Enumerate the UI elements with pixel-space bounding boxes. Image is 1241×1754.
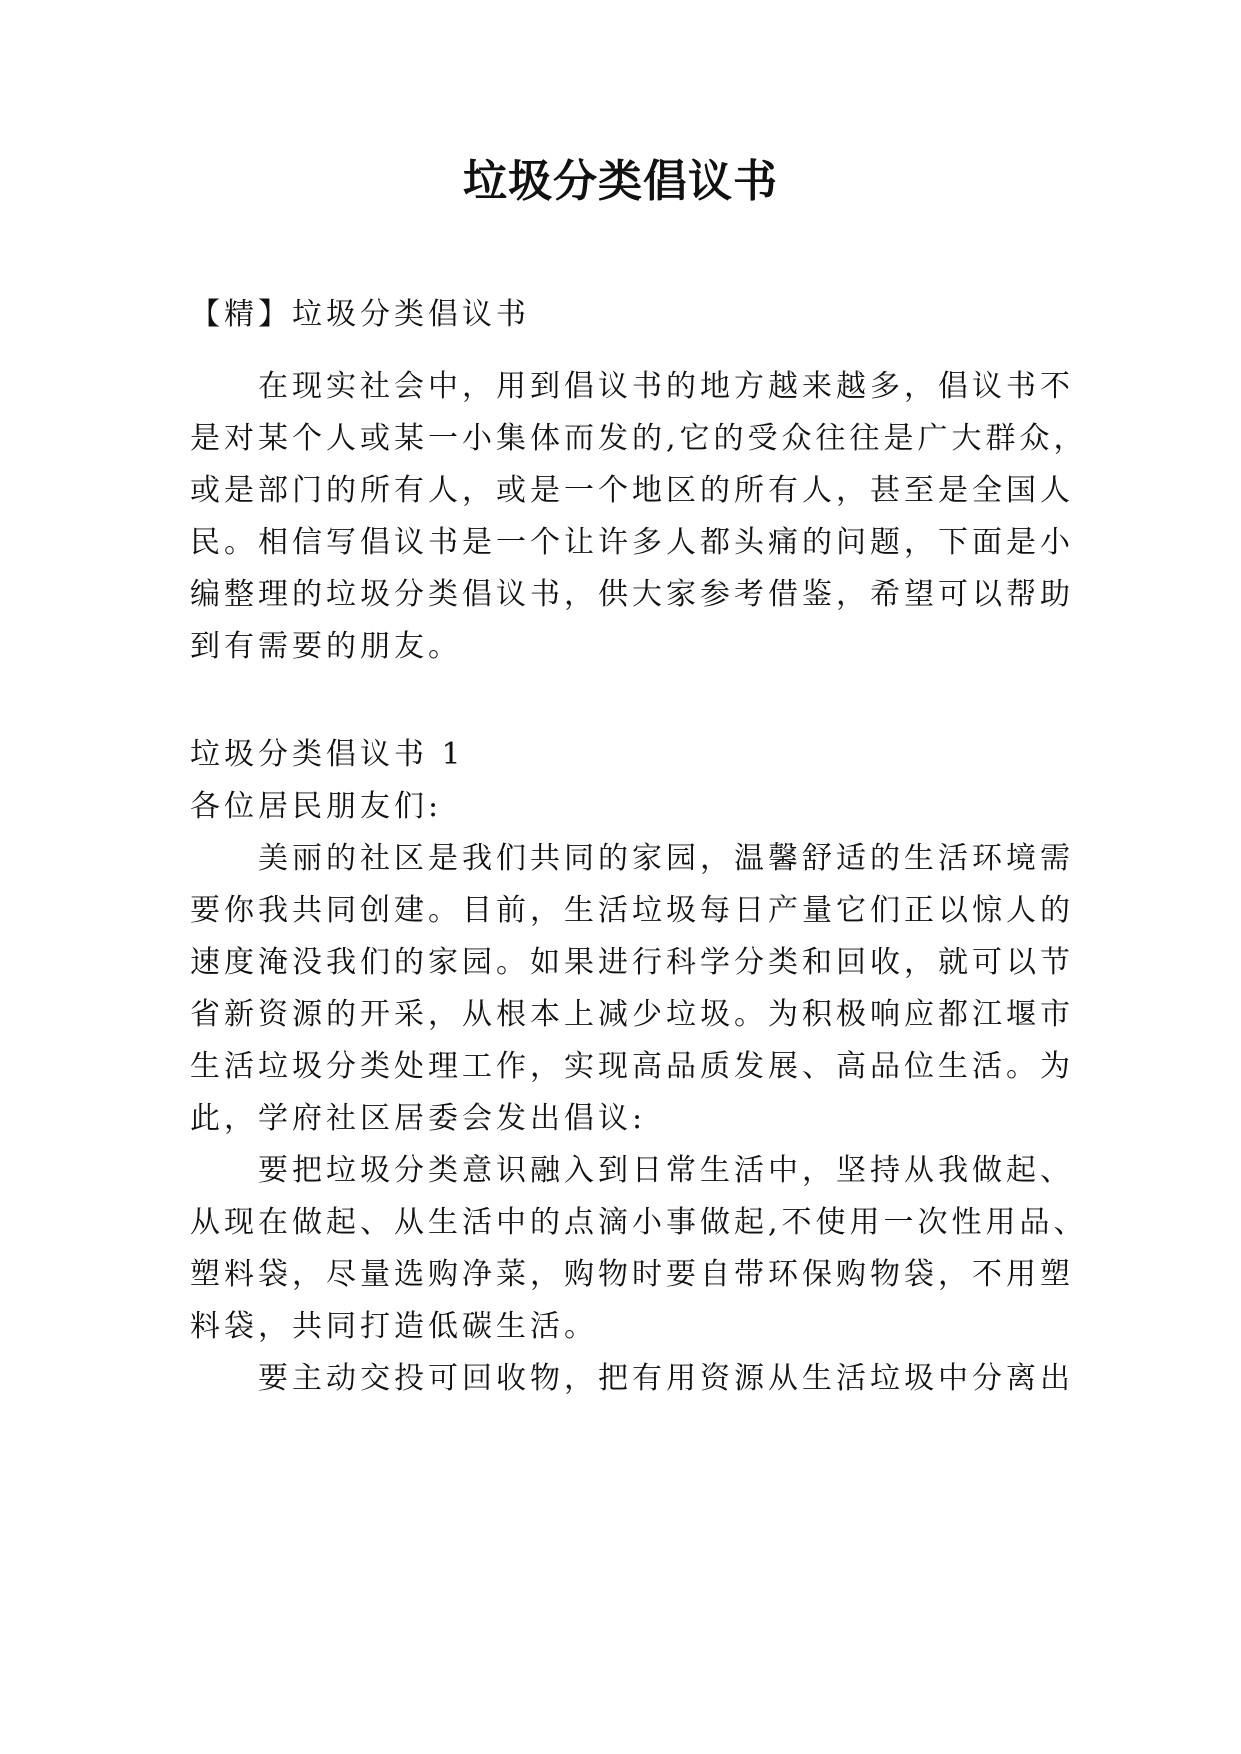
paragraph-line: 要主动交投可回收物，把有用资源从生活垃圾中分离出 [258, 1361, 1074, 1396]
paragraph-line: 美丽的社区是我们共同的家园，温馨舒适的生活环境需 [258, 841, 1074, 876]
document-subtitle: 【精】垃圾分类倡议书 [190, 297, 530, 332]
paragraph-line: 料袋，共同打造低碳生活。 [190, 1309, 598, 1344]
paragraph-line: 此，学府社区居委会发出倡议: [190, 1101, 647, 1136]
paragraph-line: 编整理的垃圾分类倡议书，供大家参考借鉴，希望可以帮助 [190, 577, 1074, 612]
salutation: 各位居民朋友们: [190, 789, 443, 824]
paragraph-line: 速度淹没我们的家园。如果进行科学分类和回收，就可以节 [190, 945, 1074, 980]
paragraph-line: 到有需要的朋友。 [190, 629, 462, 664]
document-title: 垃圾分类倡议书 [463, 156, 778, 207]
paragraph-line: 是对某个人或某一小集体而发的,它的受众往往是广大群众， [190, 421, 1088, 456]
paragraph-line: 在现实社会中，用到倡议书的地方越来越多，倡议书不 [258, 369, 1074, 404]
paragraph-line: 塑料袋，尽量选购净菜，购物时要自带环保购物袋，不用塑 [190, 1257, 1074, 1292]
paragraph-line: 从现在做起、从生活中的点滴小事做起,不使用一次性用品、 [190, 1205, 1088, 1240]
paragraph-line: 省新资源的开采，从根本上减少垃圾。为积极响应都江堰市 [190, 997, 1074, 1032]
paragraph-line: 民。相信写倡议书是一个让许多人都头痛的问题，下面是小 [190, 525, 1074, 560]
paragraph-line: 要把垃圾分类意识融入到日常生活中，坚持从我做起、 [258, 1153, 1074, 1188]
paragraph-line: 要你我共同创建。目前，生活垃圾每日产量它们正以惊人的 [190, 893, 1074, 928]
section-heading: 垃圾分类倡议书 1 [190, 737, 465, 772]
paragraph-line: 或是部门的所有人，或是一个地区的所有人，甚至是全国人 [190, 473, 1074, 508]
paragraph-line: 生活垃圾分类处理工作，实现高品质发展、高品位生活。为 [190, 1049, 1074, 1084]
